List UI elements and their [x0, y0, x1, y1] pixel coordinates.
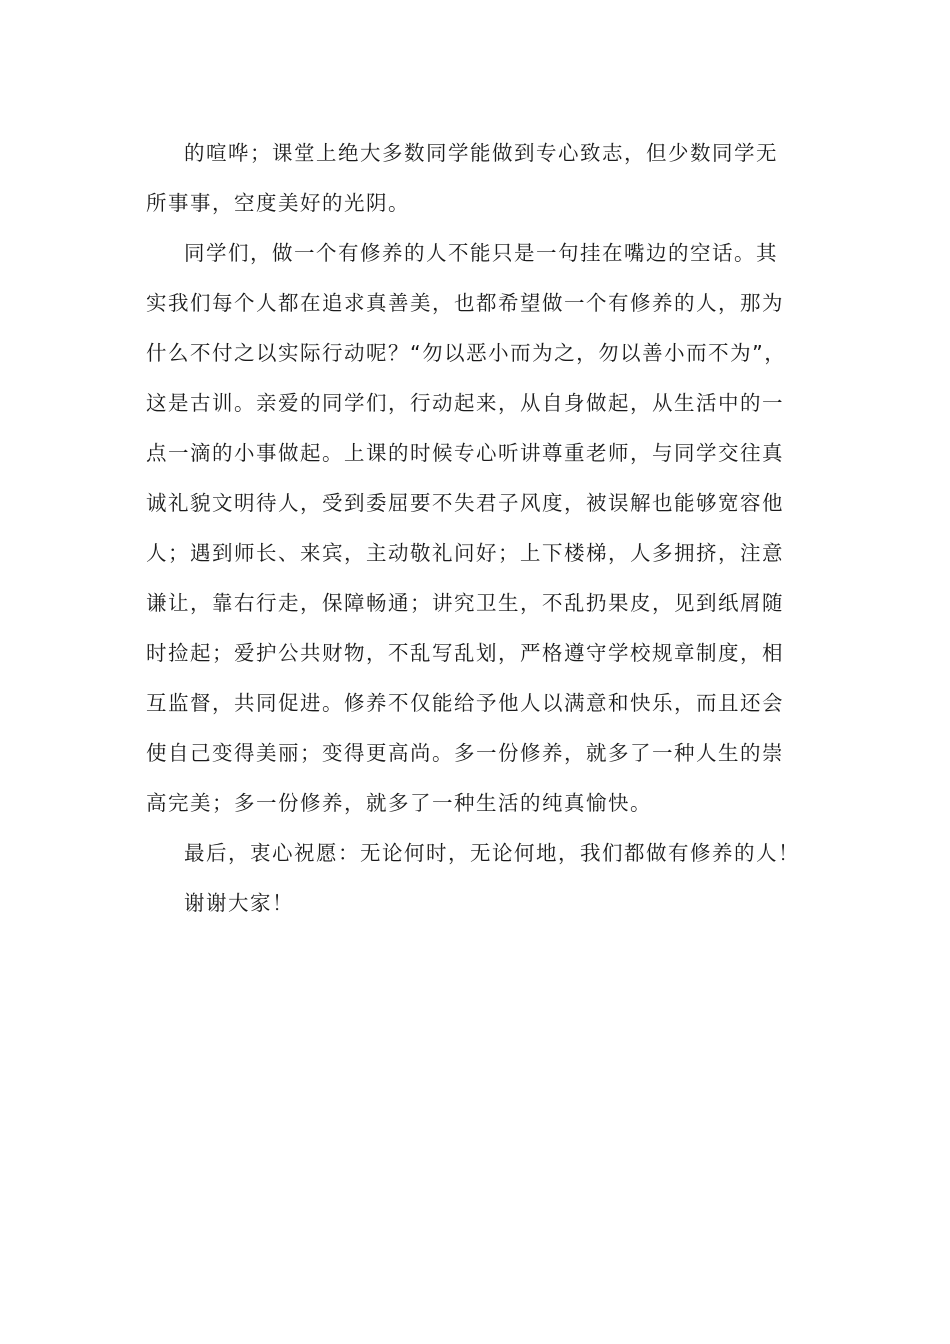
text-line: 高完美；多一份修养，就多了一种生活的纯真愉快。 [146, 791, 652, 815]
text-line: 时捡起；爱护公共财物，不乱写乱划，严格遵守学校规章制度，相 [146, 641, 784, 665]
text-line: 实我们每个人都在追求真善美，也都希望做一个有修养的人，那为 [146, 291, 784, 315]
paragraph-conclusion-of-previous [146, 128, 816, 228]
speech-body [146, 128, 816, 928]
text-line: 同学们，做一个有修养的人不能只是一句挂在嘴边的空话。其 [184, 241, 778, 265]
text-line: 所事事，空度美好的光阴。 [146, 191, 410, 215]
text-line: 诚礼貌文明待人，受到委屈要不失君子风度，被误解也能够宽容他 [146, 491, 784, 515]
paragraph-call-to-action [146, 228, 816, 828]
paragraph-thanks [146, 878, 816, 928]
text-line: 人；遇到师长、来宾，主动敬礼问好；上下楼梯，人多拥挤，注意 [146, 541, 784, 565]
text-line: 最后，衷心祝愿：无论何时，无论何地，我们都做有修养的人！ [184, 841, 800, 865]
text-line: 点一滴的小事做起。上课的时候专心听讲尊重老师，与同学交往真 [146, 441, 784, 465]
text-line: 这是古训。亲爱的同学们，行动起来，从自身做起，从生活中的一 [146, 391, 784, 415]
text-line: 的喧哗；课堂上绝大多数同学能做到专心致志，但少数同学无 [184, 141, 778, 165]
text-line: 谦让，靠右行走，保障畅通；讲究卫生，不乱扔果皮，见到纸屑随 [146, 591, 784, 615]
text-line: 使自己变得美丽；变得更高尚。多一份修养，就多了一种人生的崇 [146, 741, 784, 765]
text-line: 什么不付之以实际行动呢？“勿以恶小而为之，勿以善小而不为”， [146, 341, 787, 365]
paragraph-closing-wish [146, 828, 816, 878]
text-line: 谢谢大家！ [184, 891, 294, 915]
text-line: 互监督，共同促进。修养不仅能给予他人以满意和快乐，而且还会 [146, 691, 784, 715]
